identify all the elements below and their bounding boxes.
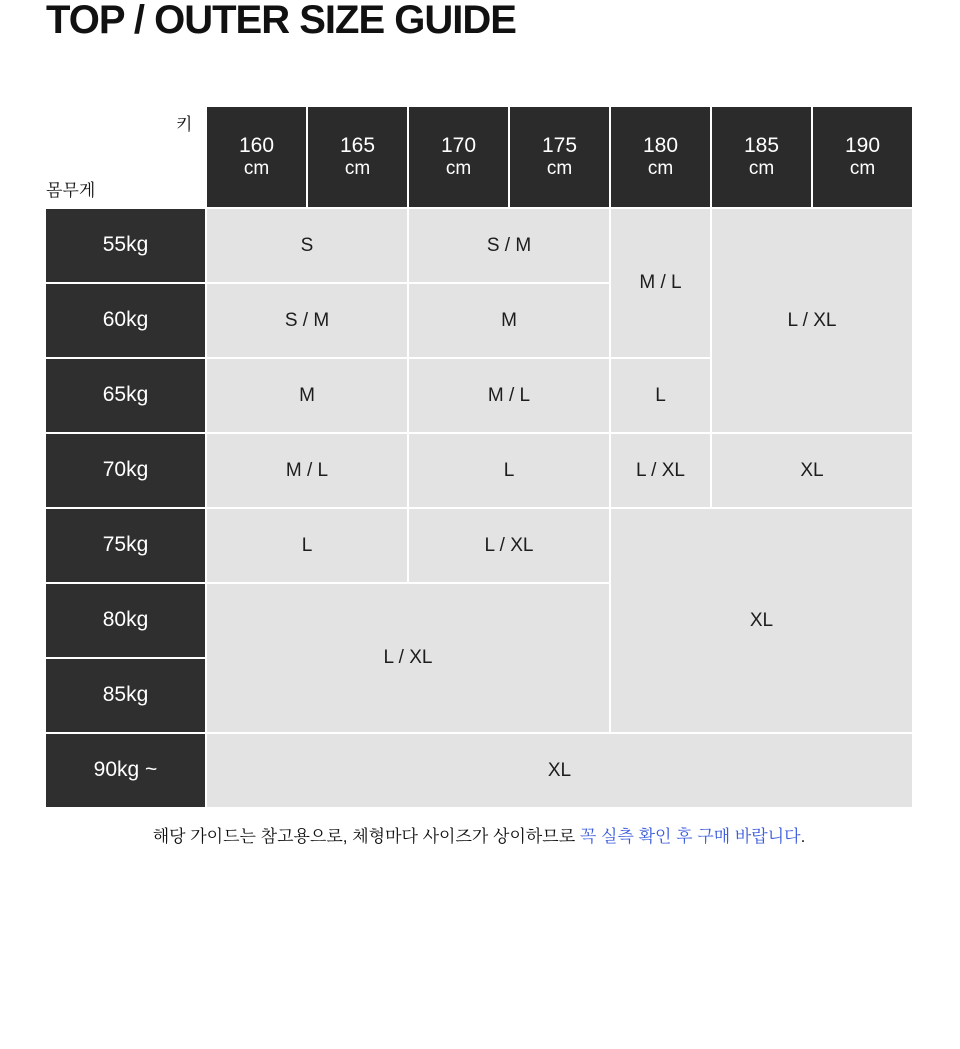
row-header-weight: 75kg bbox=[46, 509, 205, 582]
column-header-height bbox=[207, 107, 306, 207]
column-header-unit: cm bbox=[849, 158, 876, 180]
column-header-unit: cm bbox=[445, 158, 472, 180]
column-header-height bbox=[308, 107, 407, 207]
size-cell: M bbox=[207, 359, 407, 432]
size-cell: XL bbox=[207, 734, 912, 807]
size-cell: M bbox=[409, 284, 609, 357]
size-cell: L / XL bbox=[712, 209, 912, 432]
column-header-unit: cm bbox=[546, 158, 573, 180]
size-cell: S / M bbox=[409, 209, 609, 282]
size-cell: L / XL bbox=[207, 584, 609, 732]
footnote-accent: 꼭 실측 확인 후 구매 바랍니다 bbox=[579, 827, 801, 846]
size-cell: S / M bbox=[207, 284, 407, 357]
footnote-plain: 해당 가이드는 참고용으로, 체형마다 사이즈가 상이하므로 bbox=[152, 827, 580, 846]
size-cell: L / XL bbox=[611, 434, 710, 507]
size-cell: L / XL bbox=[409, 509, 609, 582]
row-header-weight: 90kg ~ bbox=[46, 734, 205, 807]
axis-label-weight: 몸무게 bbox=[46, 181, 96, 200]
size-cell: L bbox=[611, 359, 710, 432]
size-cell: L bbox=[409, 434, 609, 507]
size-cell: M / L bbox=[409, 359, 609, 432]
row-header-weight: 70kg bbox=[46, 434, 205, 507]
footnote bbox=[46, 822, 912, 847]
column-header-height bbox=[813, 107, 912, 207]
column-header-value: 175 bbox=[541, 134, 578, 157]
row-header-weight: 65kg bbox=[46, 359, 205, 432]
size-table bbox=[46, 107, 912, 804]
column-header-value: 165 bbox=[339, 134, 376, 157]
column-header-unit: cm bbox=[344, 158, 371, 180]
column-header-unit: cm bbox=[748, 158, 775, 180]
column-header-unit: cm bbox=[243, 158, 270, 180]
column-header-value: 180 bbox=[642, 134, 679, 157]
row-header-weight: 80kg bbox=[46, 584, 205, 657]
column-header-height bbox=[712, 107, 811, 207]
size-cell: S bbox=[207, 209, 407, 282]
column-header-height bbox=[409, 107, 508, 207]
size-cell: M / L bbox=[207, 434, 407, 507]
page-title: TOP / OUTER SIZE GUIDE bbox=[46, 0, 516, 42]
axis-label-height: 키 bbox=[176, 115, 193, 134]
column-header-value: 170 bbox=[440, 134, 477, 157]
column-header-value: 160 bbox=[238, 134, 275, 157]
row-header-weight: 55kg bbox=[46, 209, 205, 282]
size-cell: M / L bbox=[611, 209, 710, 357]
size-cell: L bbox=[207, 509, 407, 582]
column-header-value: 185 bbox=[743, 134, 780, 157]
row-header-weight: 60kg bbox=[46, 284, 205, 357]
column-header-unit: cm bbox=[647, 158, 674, 180]
row-header-weight: 85kg bbox=[46, 659, 205, 732]
column-header-height bbox=[611, 107, 710, 207]
footnote-tail: . bbox=[800, 827, 806, 846]
size-cell: XL bbox=[712, 434, 912, 507]
column-header-value: 190 bbox=[844, 134, 881, 157]
column-header-height bbox=[510, 107, 609, 207]
size-cell: XL bbox=[611, 509, 912, 732]
